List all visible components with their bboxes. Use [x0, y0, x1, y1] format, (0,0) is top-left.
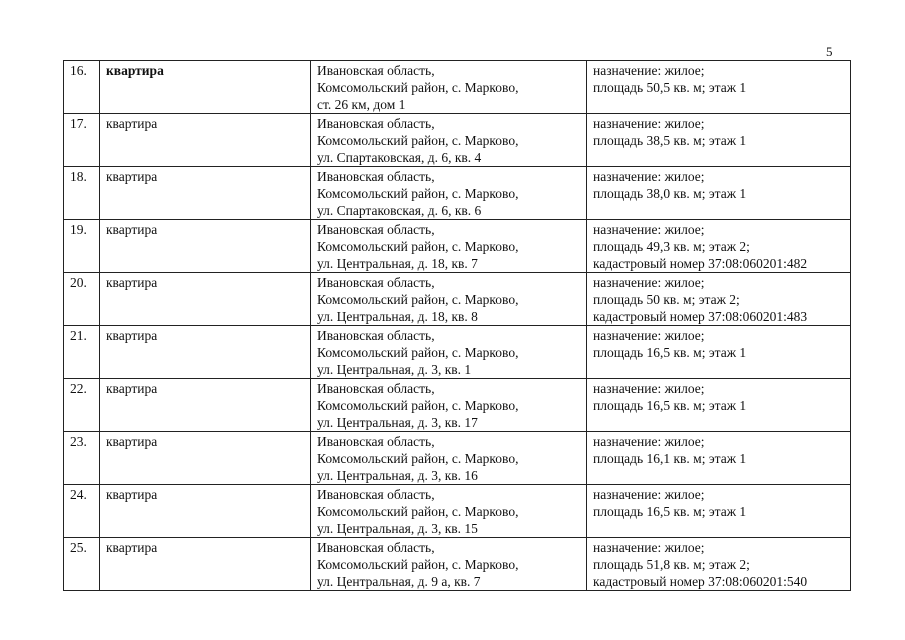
row-number: 16. — [64, 61, 100, 114]
description-line: назначение: жилое; — [593, 540, 705, 555]
address-line: Ивановская область, — [317, 169, 435, 184]
table-row — [64, 485, 851, 538]
address-line: Ивановская область, — [317, 328, 435, 343]
description-line: назначение: жилое; — [593, 381, 705, 396]
property-type: квартира — [100, 61, 311, 114]
address-line: Комсомольский район, с. Марково, — [317, 292, 519, 307]
property-description — [587, 485, 851, 538]
address-line: Комсомольский район, с. Марково, — [317, 398, 519, 413]
row-number: 19. — [64, 220, 100, 273]
table-row — [64, 538, 851, 591]
property-description — [587, 167, 851, 220]
description-line: назначение: жилое; — [593, 222, 705, 237]
table-row — [64, 167, 851, 220]
table-row — [64, 326, 851, 379]
address-line: Ивановская область, — [317, 381, 435, 396]
cadastral-number: кадастровый номер 37:08:060201:540 — [593, 574, 808, 589]
property-type: квартира — [100, 432, 311, 485]
property-description — [587, 114, 851, 167]
address-line: ул. Спартаковская, д. 6, кв. 4 — [317, 150, 482, 165]
description-line: назначение: жилое; — [593, 63, 705, 78]
table-row — [64, 220, 851, 273]
row-number: 25. — [64, 538, 100, 591]
property-description — [587, 379, 851, 432]
description-line: площадь 16,5 кв. м; этаж 1 — [593, 504, 747, 519]
property-description — [587, 220, 851, 273]
cadastral-number: кадастровый номер 37:08:060201:482 — [593, 256, 808, 271]
property-address — [311, 326, 587, 379]
property-type: квартира — [100, 326, 311, 379]
description-line: площадь 16,5 кв. м; этаж 1 — [593, 345, 747, 360]
description-line: назначение: жилое; — [593, 328, 705, 343]
property-description — [587, 273, 851, 326]
address-line: ул. Центральная, д. 3, кв. 16 — [317, 468, 478, 483]
property-address — [311, 432, 587, 485]
description-line: площадь 51,8 кв. м; этаж 2; — [593, 557, 750, 572]
row-number: 23. — [64, 432, 100, 485]
property-description — [587, 326, 851, 379]
row-number: 20. — [64, 273, 100, 326]
property-address — [311, 379, 587, 432]
address-line: ул. Центральная, д. 9 а, кв. 7 — [317, 574, 481, 589]
description-line: назначение: жилое; — [593, 169, 705, 184]
row-number: 24. — [64, 485, 100, 538]
address-line: Комсомольский район, с. Марково, — [317, 451, 519, 466]
table-row — [64, 273, 851, 326]
address-line: Комсомольский район, с. Марково, — [317, 239, 519, 254]
property-type: квартира — [100, 379, 311, 432]
property-type: квартира — [100, 273, 311, 326]
description-line: назначение: жилое; — [593, 487, 705, 502]
address-line: ул. Центральная, д. 18, кв. 8 — [317, 309, 478, 324]
address-line: Ивановская область, — [317, 540, 435, 555]
property-table — [63, 60, 851, 591]
page-number: 5 — [826, 44, 833, 59]
property-table-body — [64, 61, 851, 591]
description-line: площадь 16,1 кв. м; этаж 1 — [593, 451, 747, 466]
property-type: квартира — [100, 114, 311, 167]
address-line: ул. Центральная, д. 18, кв. 7 — [317, 256, 478, 271]
property-address — [311, 485, 587, 538]
address-line: Комсомольский район, с. Марково, — [317, 504, 519, 519]
property-address — [311, 114, 587, 167]
description-line: назначение: жилое; — [593, 434, 705, 449]
address-line: ст. 26 км, дом 1 — [317, 97, 406, 112]
address-line: Комсомольский район, с. Марково, — [317, 186, 519, 201]
description-line: площадь 50,5 кв. м; этаж 1 — [593, 80, 747, 95]
address-line: Ивановская область, — [317, 434, 435, 449]
property-type: квартира — [100, 485, 311, 538]
address-line: Ивановская область, — [317, 63, 435, 78]
table-row — [64, 432, 851, 485]
description-line: площадь 38,5 кв. м; этаж 1 — [593, 133, 747, 148]
address-line: ул. Центральная, д. 3, кв. 17 — [317, 415, 478, 430]
property-type: квартира — [100, 538, 311, 591]
address-line: ул. Центральная, д. 3, кв. 15 — [317, 521, 478, 536]
property-address — [311, 220, 587, 273]
property-type: квартира — [100, 167, 311, 220]
table-row — [64, 114, 851, 167]
property-description — [587, 61, 851, 114]
row-number: 21. — [64, 326, 100, 379]
description-line: площадь 50 кв. м; этаж 2; — [593, 292, 740, 307]
table-row — [64, 379, 851, 432]
property-description — [587, 538, 851, 591]
property-address — [311, 61, 587, 114]
address-line: Ивановская область, — [317, 116, 435, 131]
property-address — [311, 167, 587, 220]
description-line: площадь 16,5 кв. м; этаж 1 — [593, 398, 747, 413]
description-line: назначение: жилое; — [593, 275, 705, 290]
description-line: назначение: жилое; — [593, 116, 705, 131]
address-line: Ивановская область, — [317, 487, 435, 502]
property-type: квартира — [100, 220, 311, 273]
address-line: Ивановская область, — [317, 275, 435, 290]
property-address — [311, 538, 587, 591]
property-address — [311, 273, 587, 326]
property-description — [587, 432, 851, 485]
description-line: площадь 38,0 кв. м; этаж 1 — [593, 186, 747, 201]
address-line: Ивановская область, — [317, 222, 435, 237]
address-line: Комсомольский район, с. Марково, — [317, 80, 519, 95]
row-number: 18. — [64, 167, 100, 220]
row-number: 22. — [64, 379, 100, 432]
row-number: 17. — [64, 114, 100, 167]
address-line: Комсомольский район, с. Марково, — [317, 345, 519, 360]
description-line: площадь 49,3 кв. м; этаж 2; — [593, 239, 750, 254]
address-line: ул. Спартаковская, д. 6, кв. 6 — [317, 203, 482, 218]
table-row — [64, 61, 851, 114]
address-line: ул. Центральная, д. 3, кв. 1 — [317, 362, 472, 377]
cadastral-number: кадастровый номер 37:08:060201:483 — [593, 309, 808, 324]
address-line: Комсомольский район, с. Марково, — [317, 133, 519, 148]
address-line: Комсомольский район, с. Марково, — [317, 557, 519, 572]
